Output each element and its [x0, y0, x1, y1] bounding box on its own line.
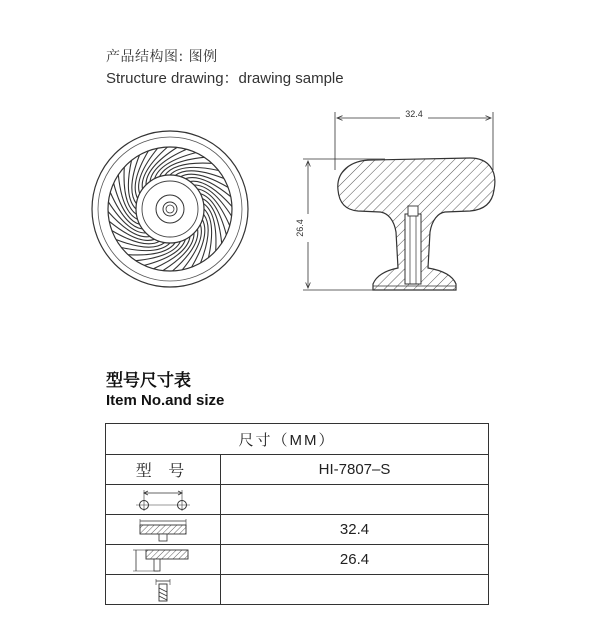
table-header-label: 尺寸（MM） [238, 431, 336, 449]
knob-top-view [92, 131, 248, 287]
table-row [106, 515, 489, 545]
drawing-title-cn: 产品结构图: 图例 [106, 49, 218, 65]
model-value: HI-7807–S [318, 461, 391, 478]
diameter-value: 32.4 [339, 521, 370, 538]
height-value: 26.4 [339, 551, 370, 568]
table-model-row [106, 455, 489, 485]
drawing-title-en: Structure drawing：drawing sample [106, 70, 344, 87]
table-row [106, 545, 489, 575]
height-dimension-label: 26.4 [295, 219, 305, 237]
table-row [106, 575, 489, 605]
knob-side-view [298, 108, 495, 290]
size-section-title-en: Item No.and size [106, 392, 225, 409]
structure-drawing [0, 100, 600, 300]
screw-icon [128, 577, 198, 603]
diameter-icon [128, 517, 198, 543]
size-section-title-cn: 型号尺寸表 [106, 371, 191, 391]
size-table [105, 423, 489, 605]
height-icon [128, 547, 198, 573]
model-label: 型 号 [135, 463, 191, 480]
width-dimension-label: 32.4 [405, 109, 423, 119]
hole-distance-icon [128, 487, 198, 513]
table-header-row [106, 424, 489, 455]
table-row [106, 485, 489, 515]
